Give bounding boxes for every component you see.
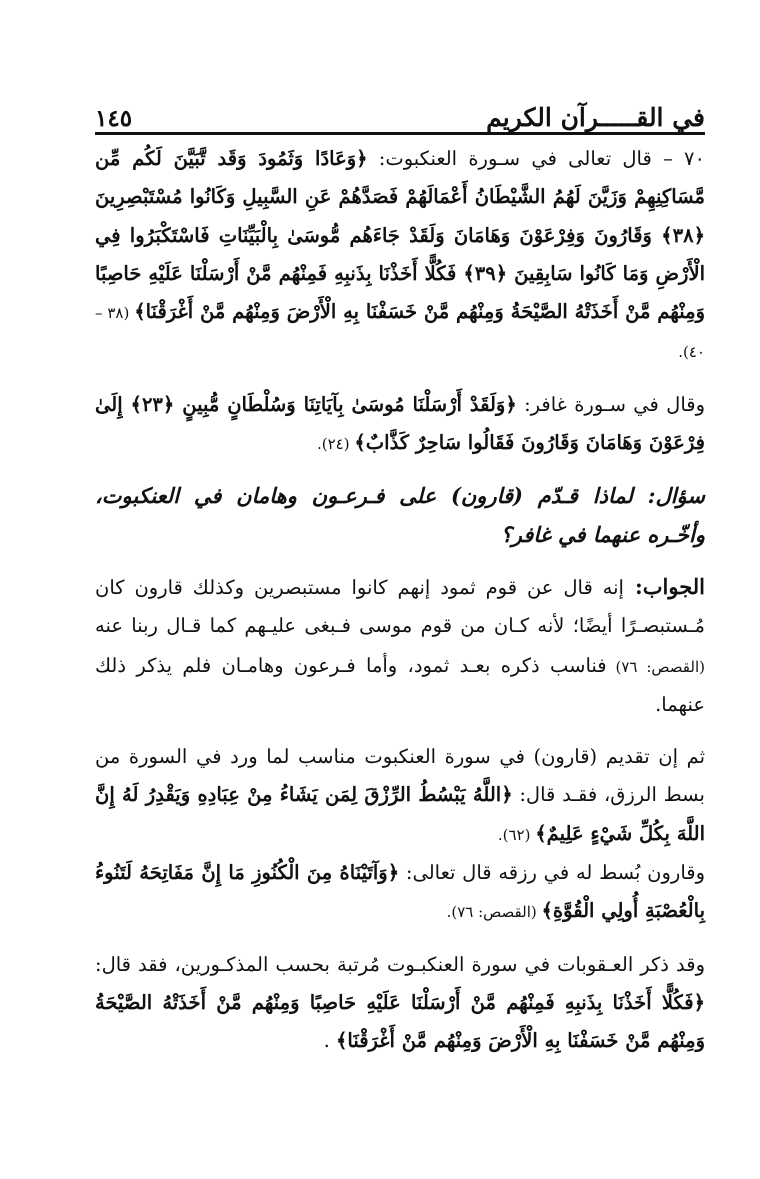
quran-verse: ﴿وَلَقَدْ أَرْسَلْنَا مُوسَىٰ بِآيَاتِنَا وَسُلْطَانٍ مُّبِينٍ ﴿٢٣﴾ إِلَىٰ فِرْعَوْنَ وَهَامَانَ وَقَارُونَ فَقَالُوا سَاحِرٌ كَذَّابٌ﴾ [95,392,705,455]
question-paragraph [95,477,705,554]
paragraph-punishments [95,946,705,1061]
quran-verse: ﴿وَعَادًا وَثَمُودَ وَقَد تَّبَيَّنَ لَكُم مِّن مَّسَاكِنِهِمْ وَزَيَّنَ لَهُمُ الشَّيْطَانُ أَعْمَالَهُمْ فَصَدَّهُمْ عَنِ السَّبِيلِ وَكَانُوا مُسْتَبْصِرِينَ ﴿٣٨﴾ وَقَارُونَ وَفِرْعَوْنَ وَهَامَانَ وَلَقَدْ جَاءَهُم مُّوسَىٰ بِالْبَيِّنَاتِ فَاسْتَكْبَرُوا فِي الْأَرْضِ وَمَا كَانُوا سَابِقِينَ ﴿٣٩﴾ فَكُلًّا أَخَذْنَا بِذَنبِهِ فَمِنْهُم مَّنْ أَرْسَلْنَا عَلَيْهِ حَاصِبًا وَمِنْهُم مَّنْ أَخَذَتْهُ الصَّيْحَةُ وَمِنْهُم مَّنْ خَسَفْنَا بِهِ الْأَرْضَ وَمِنْهُم مَّنْ أَغْرَقْنَا﴾ [95,147,705,324]
paragraph-ankabut [95,140,705,372]
answer-text: إنه قال عن قوم ثمود إنهم كانوا مستبصرين وكذلك قارون كان مُـستبصـرًا أيضًا؛ لأنه كـان من قوم موسى فـبغى عليـهم كما قـال ربنا عنه [95,575,705,638]
paragraph-qarun-treasures [95,854,705,932]
verse-reference: (القصص: ٧٦) [606,657,705,676]
quran-verse: ﴿فَكُلًّا أَخَذْنَا بِذَنبِهِ فَمِنْهُم مَّنْ أَرْسَلْنَا عَلَيْهِ حَاصِبًا وَمِنْهُم مَّنْ أَخَذَتْهُ الصَّيْحَةُ وَمِنْهُم مَّنْ خَسَفْنَا بِهِ الْأَرْضَ وَمِنْهُم مَّنْ أَغْرَقْنَا﴾ [95,990,705,1053]
answer-text-continued: فناسب ذكره بعـد ثمود، وأما فـرعون وهامـان فلم يذكر ذلك عنهما. [95,653,705,716]
paragraph-text: وقد ذكر العـقوبات في سورة العنكبـوت مُرتبة بحسب المذكـورين، فقد قال: [95,952,705,976]
quran-verse: ﴿وَآتَيْنَاهُ مِنَ الْكُنُوزِ مَا إِنَّ مَفَاتِحَهُ لَتَنُوءُ بِالْعُصْبَةِ أُولِي الْقُوَّةِ﴾ [95,861,705,923]
page-header [95,92,705,132]
question-label: سؤال: [632,483,705,509]
answer-paragraph [95,568,705,724]
answer-label: الجواب: [623,573,705,599]
question-text: لماذا قـدّم (قارون) على فـرعـون وهامان في العنكبوت، وأخّـره عنهما في غافر؟ [95,483,705,547]
verse-reference: (٢٤). [317,435,355,454]
verse-reference: (٦٢). [497,825,536,844]
verse-reference: (٣٨ – ٤٠). [95,304,705,362]
paragraph-rizq [95,738,705,854]
quran-verse: ﴿اللَّهُ يَبْسُطُ الرِّزْقَ لِمَن يَشَاءُ مِنْ عِبَادِهِ وَيَقْدِرُ لَهُ إِنَّ اللَّهَ بِكُلِّ شَيْءٍ عَلِيمٌ﴾ [95,783,705,845]
page-number: ١٤٥ [95,105,133,132]
page-content [95,140,705,1061]
paragraph-end: . [323,1029,336,1053]
verse-reference: (القصص: ٧٦). [446,903,542,922]
paragraph-ghafir [95,386,705,464]
paragraph-text: ٧٠ – قال تعالى في سـورة العنكبوت: [367,147,705,170]
paragraph-text: ثم إن تقديم (قارون) في سورة العنكبوت مناسب لما ورد في السورة من بسط الرزق، فقـد قال: [95,745,705,807]
running-header-title: في القـــــرآن الكريم [486,103,705,132]
paragraph-text: وقال في سـورة غافر: [516,392,706,416]
paragraph-text: وقارون بُسط له في رزقه قال تعالى: [399,861,706,885]
header-rule [95,132,705,135]
